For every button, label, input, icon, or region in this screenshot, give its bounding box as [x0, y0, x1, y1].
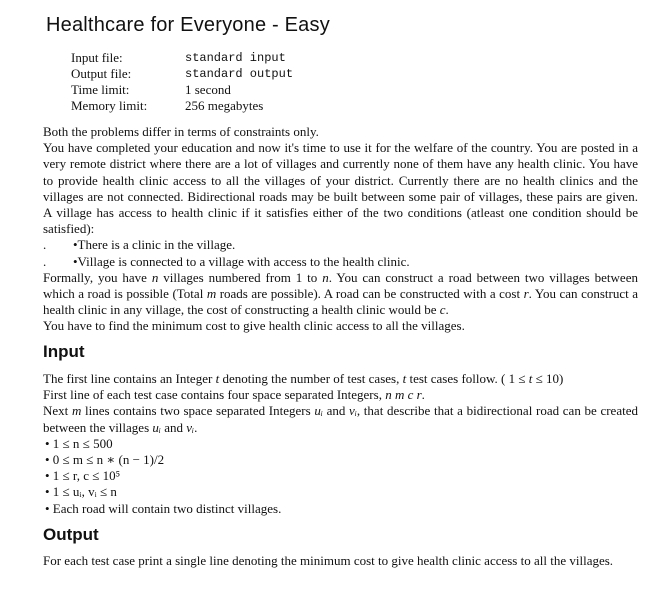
statement-goal: You have to find the minimum cost to give health clinic access to all the villages.	[43, 318, 465, 334]
time-limit-value: 1 second	[185, 82, 231, 97]
output-file-value: standard output	[185, 67, 294, 81]
input-line-testcases	[43, 371, 638, 387]
input-text: and	[160, 419, 187, 435]
var-t: t	[528, 371, 533, 386]
formal-text: . You can construct a health clinic in any village, the cost of constructing a health clinic would be	[43, 286, 638, 318]
input-file-value: standard input	[185, 51, 286, 65]
memory-limit-row	[71, 98, 293, 114]
time-limit-label: Time limit:	[71, 82, 130, 97]
var-u: uᵢ	[314, 403, 323, 419]
input-section	[43, 371, 638, 517]
input-text: and	[322, 403, 350, 419]
formal-text: . You can construct a road between two villages between which a road is possible (Total	[43, 269, 638, 302]
problem-limits	[71, 50, 293, 114]
var-n: n	[151, 269, 159, 285]
input-text: , that describe that a bidirectional road can be created between the villages	[43, 403, 638, 435]
input-text: test cases follow. ( 1 ≤	[406, 371, 529, 386]
input-text: lines contains two space separated Integers	[81, 403, 315, 419]
formal-text: Formally, you have	[43, 269, 152, 285]
input-file-row	[71, 50, 293, 66]
input-text: .	[421, 387, 425, 403]
statement-paragraph: You have completed your education and now it's time to use it for the welfare of the country. You are posted in a very remote district where there are a lot of villages and currently none of them have any health clinic. You have to provide health clinic access to all the villages of your district. Currently there are no health clinics and the villages are not connected. Bidirectional roads may be built between some pair of villages, these pairs are given. A village has access to health clinic if it satisfies either of the two conditions (atleast one condition should be satisfied):	[43, 140, 638, 237]
input-line-roads	[43, 403, 638, 435]
var-m: m	[206, 286, 217, 302]
output-section	[43, 553, 638, 569]
input-text: denoting the number of test cases,	[219, 371, 403, 386]
statement-line-constraints: Both the problems differ in terms of constraints only.	[43, 124, 319, 139]
time-limit-row	[71, 82, 293, 98]
var-n: n	[322, 269, 329, 285]
bullet-dot-marker: .	[43, 253, 47, 269]
memory-limit-value: 256 megabytes	[185, 98, 264, 113]
formal-text: villages numbered from 1 to	[158, 269, 323, 285]
input-text: The first line contains an Integer	[43, 371, 216, 386]
formal-text: .	[445, 302, 449, 318]
var-c: c	[439, 302, 446, 318]
input-text: Next	[43, 403, 72, 419]
input-text: First line of each test case contains four space separated Integers,	[43, 387, 386, 403]
constraint-uv: • 1 ≤ uᵢ, vᵢ ≤ n	[45, 484, 117, 500]
var-v: vᵢ	[186, 419, 195, 435]
output-heading: Output	[43, 525, 99, 544]
output-file-label: Output file:	[71, 66, 132, 81]
condition-connected	[43, 254, 638, 270]
var-t: t	[402, 371, 407, 386]
var-r: r	[523, 286, 529, 302]
output-text: For each test case print a single line denoting the minimum cost to give health clinic access to all the villages.	[43, 553, 614, 568]
bullet-dot-marker: .	[43, 237, 47, 253]
constraint-rc: • 1 ≤ r, c ≤ 10⁵	[45, 468, 121, 484]
input-text: .	[194, 419, 198, 435]
problem-title: Healthcare for Everyone - Easy	[46, 14, 330, 36]
problem-statement	[43, 124, 638, 335]
input-text: ≤ 10)	[532, 371, 564, 386]
condition-connected-text: •Village is connected to a village with access to the health clinic.	[73, 253, 410, 269]
var-v: vᵢ	[349, 403, 357, 419]
memory-limit-label: Memory limit:	[71, 98, 148, 113]
var-t: t	[215, 371, 220, 386]
condition-clinic-text: •There is a clinic in the village.	[73, 237, 236, 253]
constraint-n: • 1 ≤ n ≤ 500	[45, 435, 113, 451]
vars-nmcr: n m c r	[385, 387, 422, 403]
constraint-distinct: • Each road will contain two distinct villages.	[45, 500, 282, 516]
input-file-label: Input file:	[71, 50, 123, 65]
condition-clinic	[43, 237, 638, 253]
input-line-first	[43, 387, 638, 403]
formal-text: roads are possible). A road can be constructed with a cost	[216, 286, 524, 302]
statement-formal	[43, 270, 638, 319]
var-m: m	[71, 403, 82, 419]
output-file-row	[71, 66, 293, 82]
input-heading: Input	[43, 342, 85, 361]
constraint-m: • 0 ≤ m ≤ n ∗ (n − 1)/2	[45, 452, 165, 468]
var-u: uᵢ	[152, 419, 161, 435]
